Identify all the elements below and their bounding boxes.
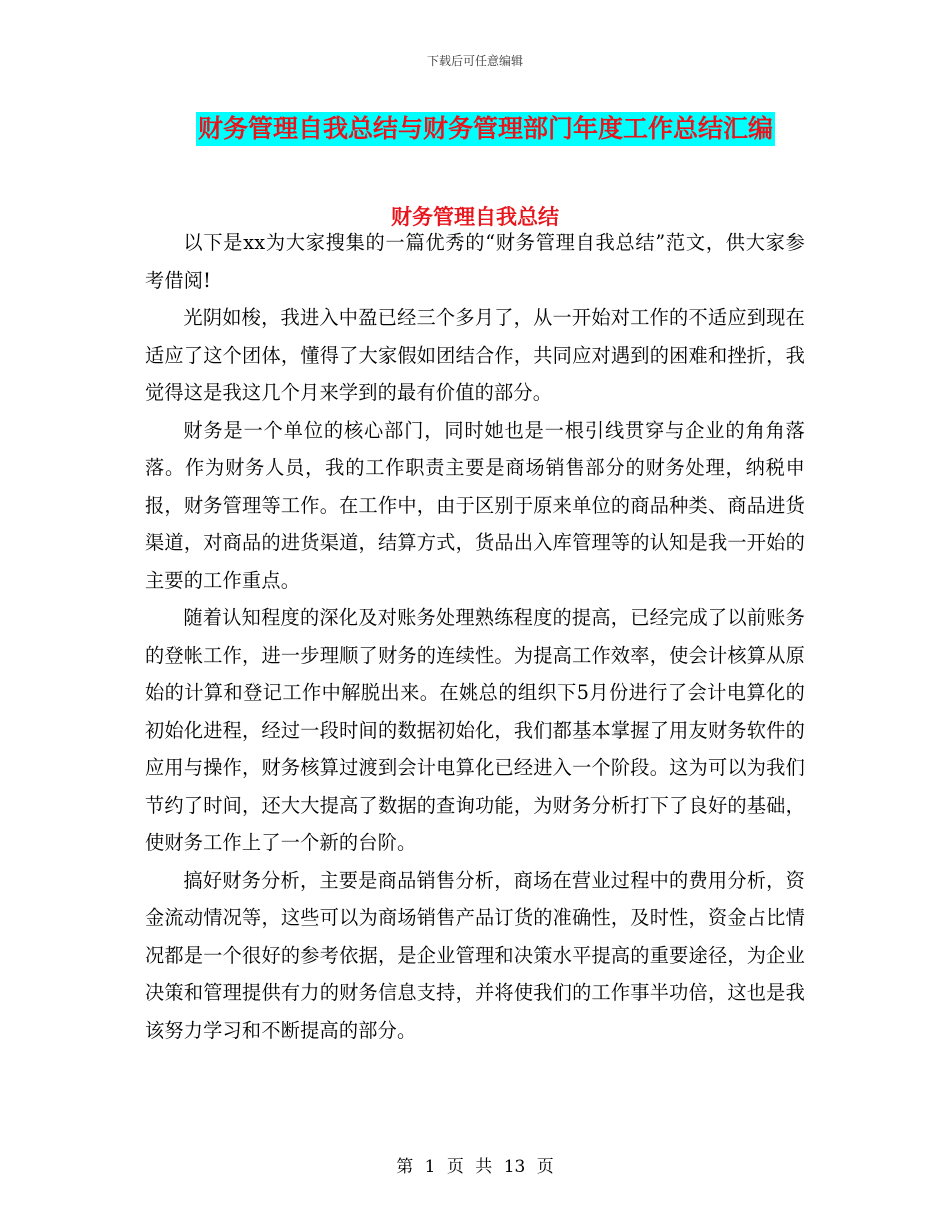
document-title: 财务管理自我总结与财务管理部门年度工作总结汇编 [196,112,775,146]
paragraph: 光阴如梭，我进入中盈已经三个多月了，从一开始对工作的不适应到现在适应了这个团体，懂得了大家假如团结合作，共同应对遇到的困难和挫折，我觉得这是我这几个月来学到的最有价值的部分。 [145,306,805,404]
header-note: 下载后可任意编辑 [426,54,523,68]
paragraph: 搞好财务分析，主要是商品销售分析，商场在营业过程中的费用分析，资金流动情况等，这些可以为商场销售产品订货的准确性，及时性，资金占比情况都是一个很好的参考依据，是企业管理和决策水平提高的重要途径，为企业决策和管理提供有力的财务信息支持，并将使我们的工作事半功倍，这也是我该努力学习和不断提高的部分。 [145,868,805,1042]
paragraph: 随着认知程度的深化及对账务处理熟练程度的提高，已经完成了以前账务的登帐工作，进一步理顺了财务的连续性。为提高工作效率，使会计核算从原始的计算和登记工作中解脱出来。在姚总的组织下5月份进行了会计电算化的初始化进程，经过一段时间的数据初始化，我们都基本掌握了用友财务软件的应用与操作，财务核算过渡到会计电算化已经进入一个阶段。这为可以为我们节约了时间，还大大提高了数据的查询功能，为财务分析打下了良好的基础，使财务工作上了一个新的台阶。 [145,606,805,854]
document-body [145,224,805,1049]
document-title-container [196,112,806,146]
section-title: 财务管理自我总结 [391,205,559,229]
paragraph-intro: 以下是xx为大家搜集的一篇优秀的“财务管理自我总结”范文，供大家参考借阅! [145,231,805,292]
page-number-footer: 第 1 页 共 13 页 [396,1157,554,1177]
paragraph: 财务是一个单位的核心部门，同时她也是一根引线贯穿与企业的角角落落。作为财务人员，我的工作职责主要是商场销售部分的财务处理，纳税申报，财务管理等工作。在工作中，由于区别于原来单位的商品种类、商品进货渠道，对商品的进货渠道，结算方式，货品出入库管理等的认知是我一开始的主要的工作重点。 [145,418,805,592]
